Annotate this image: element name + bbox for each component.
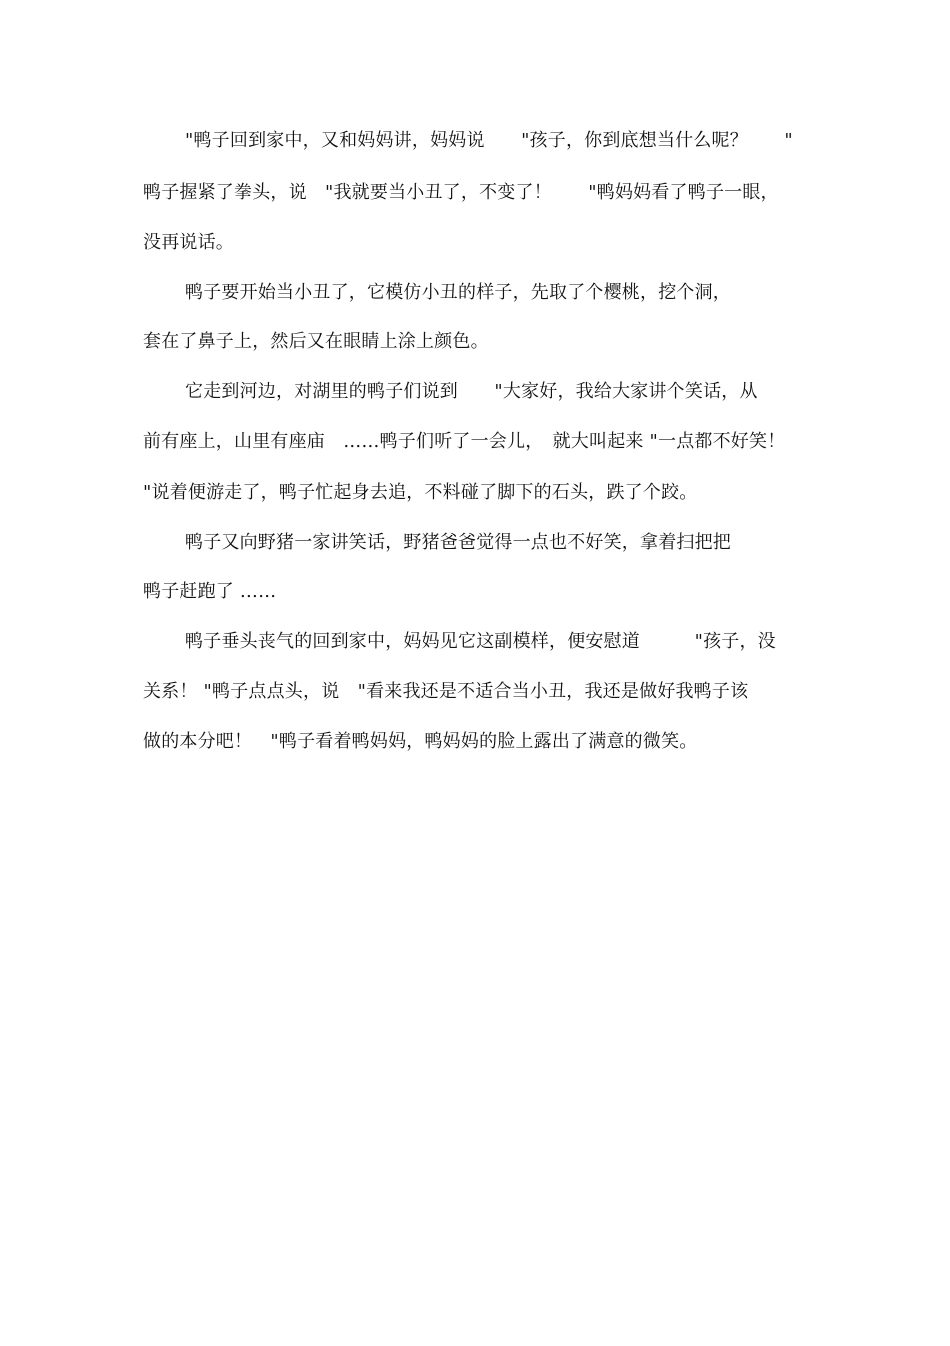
text-line: 鸭子垂头丧气的回到家中，妈妈见它这副模样，便安慰道 "孩子，没 bbox=[185, 631, 776, 652]
text-line: "说着便游走了，鸭子忙起身去追，不料碰了脚下的石头，跌了个跤。 bbox=[143, 482, 698, 503]
text-line: 鸭子要开始当小丑了，它模仿小丑的样子，先取了个樱桃，挖个洞， bbox=[185, 282, 731, 303]
text-line: 鸭子又向野猪一家讲笑话，野猪爸爸觉得一点也不好笑，拿着扫把把 bbox=[185, 532, 731, 553]
text-line: 鸭子赶跑了 …… bbox=[143, 581, 277, 602]
text-line: 前有座上，山里有座庙 ……鸭子们听了一会儿， 就大叫起来 "一点都不好笑！ bbox=[143, 431, 786, 452]
text-line: 关系！ "鸭子点点头，说 "看来我还是不适合当小丑，我还是做好我鸭子该 bbox=[143, 681, 749, 702]
text-line: 它走到河边，对湖里的鸭子们说到 "大家好，我给大家讲个笑话，从 bbox=[185, 381, 758, 402]
text-line: 鸭子握紧了拳头，说 "我就要当小丑了，不变了！ "鸭妈妈看了鸭子一眼， bbox=[143, 182, 779, 203]
text-line: 没再说话。 bbox=[143, 232, 234, 253]
text-line: "鸭子回到家中，又和妈妈讲，妈妈说 "孩子，你到底想当什么呢？ " bbox=[185, 130, 793, 151]
text-line: 做的本分吧！ "鸭子看着鸭妈妈，鸭妈妈的脸上露出了满意的微笑。 bbox=[143, 731, 698, 752]
text-line: 套在了鼻子上，然后又在眼睛上涂上颜色。 bbox=[143, 331, 489, 352]
